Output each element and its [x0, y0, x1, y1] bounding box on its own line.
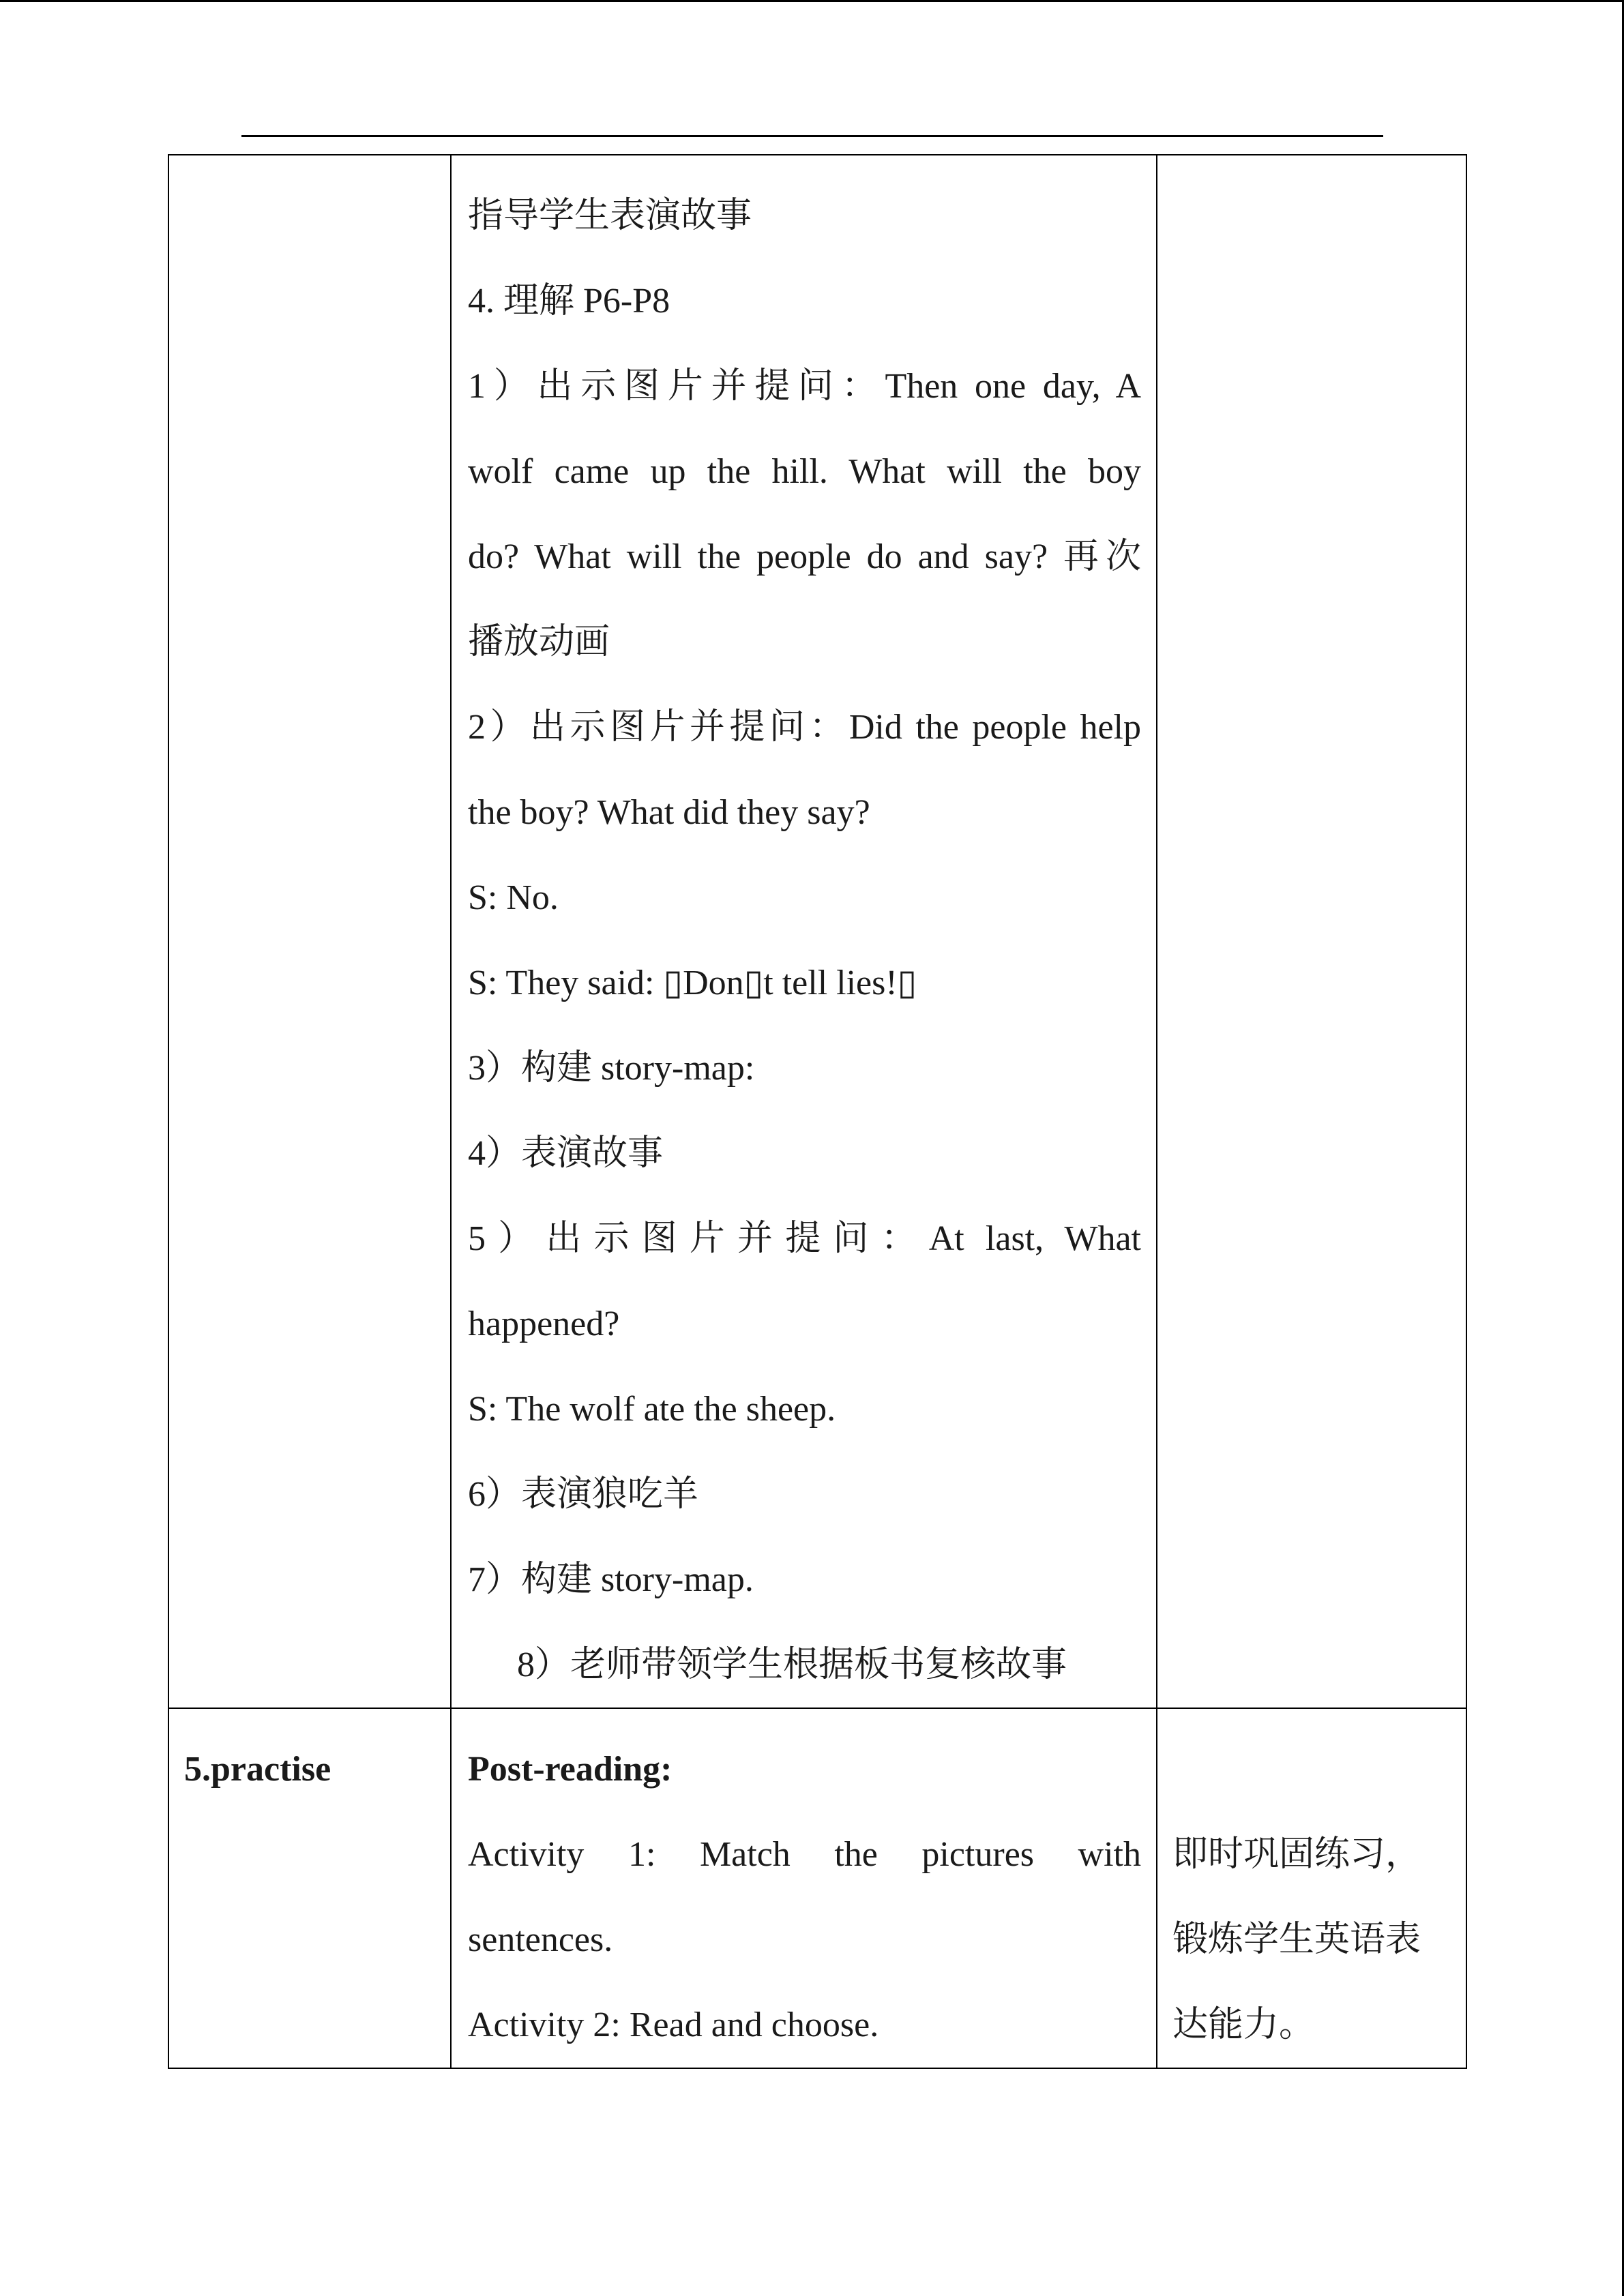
lesson-plan-table	[168, 154, 1467, 2069]
activity-1-line: sentences.	[468, 1920, 613, 1959]
stage-label: 5.practise	[184, 1750, 331, 1789]
procedure-line: 1）出示图片并提问：Then one day, A	[468, 367, 1141, 406]
procedure-line: 3）构建 story-map:	[468, 1049, 755, 1088]
procedure-line: 4. 理解 P6-P8	[468, 282, 670, 320]
activity-2-line: Activity 2: Read and choose.	[468, 2006, 879, 2044]
procedure-line: 6）表演狼吃羊	[468, 1475, 699, 1514]
purpose-line: 达能力。	[1172, 2006, 1315, 2044]
post-reading-heading: Post-reading:	[468, 1750, 673, 1789]
procedure-line: S: They said: ▯Don▯t tell lies!▯	[468, 964, 917, 1002]
procedure-line: S: The wolf ate the sheep.	[468, 1390, 836, 1429]
procedure-line: happened?	[468, 1304, 620, 1343]
purpose-cell	[1157, 1708, 1466, 2068]
procedure-line: 2）出示图片并提问：Did the people help	[468, 708, 1141, 747]
procedure-cell	[451, 1708, 1157, 2068]
procedure-line: the boy? What did they say?	[468, 793, 870, 832]
activity-1-line: Activity 1: Match the pictures with	[468, 1835, 1141, 1874]
stage-cell-empty	[168, 155, 451, 1708]
procedure-line: wolf came up the hill. What will the boy	[468, 452, 1141, 491]
procedure-line: 指导学生表演故事	[468, 196, 752, 235]
header-rule	[241, 135, 1383, 137]
page-frame-top	[0, 0, 1624, 2]
purpose-line: 锻炼学生英语表	[1172, 1920, 1421, 1959]
table-row-practise	[168, 1708, 1466, 2068]
procedure-cell	[451, 155, 1157, 1708]
table-row-procedure	[168, 155, 1466, 1708]
purpose-line: 即时巩固练习，	[1172, 1835, 1421, 1874]
procedure-line: 播放动画	[468, 623, 610, 661]
procedure-line: S: No.	[468, 878, 559, 917]
procedure-line: 5）出示图片并提问：At last, What	[468, 1219, 1141, 1258]
procedure-line: do? What will the people do and say? 再次	[468, 537, 1141, 576]
procedure-line: 8）老师带领学生根据板书复核故事	[517, 1645, 1067, 1684]
stage-cell	[168, 1708, 451, 2068]
procedure-line: 4）表演故事	[468, 1134, 664, 1173]
purpose-cell-empty	[1157, 155, 1466, 1708]
procedure-line: 7）构建 story-map.	[468, 1560, 754, 1599]
